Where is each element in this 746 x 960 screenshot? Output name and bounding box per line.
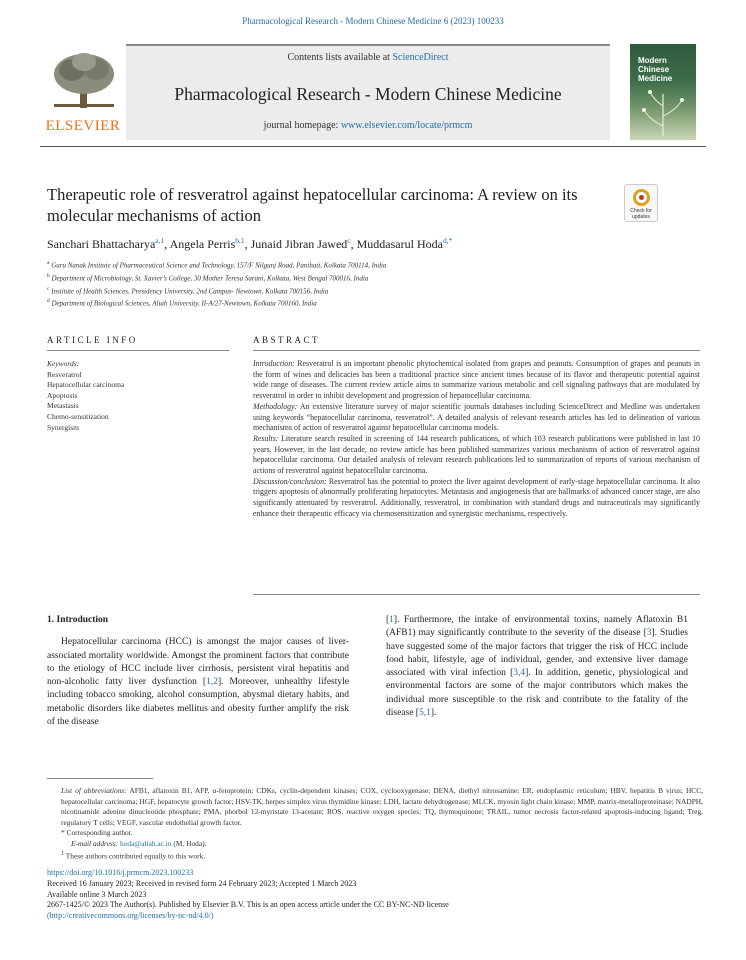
citation-link[interactable]: 1 [389,615,394,625]
available-online: Available online 3 March 2023 [47,889,147,899]
abbreviations-label: List of abbreviations: [61,786,127,795]
affiliation-text: Guru Nanak Institute of Pharmaceutical Science and Technology, 157/F Nilgunj Road, Panihati, Kolkata 700114, India [51,261,387,270]
citation-link[interactable]: 3,4 [513,668,526,679]
abstract-paragraph [253,477,700,520]
author-list [47,236,452,252]
cover-line: Medicine [638,74,673,83]
cover-line: Modern [638,56,667,65]
check-for-updates-button[interactable] [624,184,658,222]
elsevier-tree-icon [50,50,118,110]
body-text: ]. Studies have suggested some of the major factors that trigger the risk of HCC include food habit, lifestyle, age of individual, gender, and extensive liver damage associated with viral infection [ [386,628,688,679]
body-text: [ [386,615,390,625]
keyword: Chemo-sensitization [47,411,109,421]
author-name[interactable]: Junaid Jibran Jawed [250,237,348,251]
abstract-label: Introduction: [253,359,295,368]
citation-link[interactable]: 3 [646,628,652,639]
article-imprint [47,868,703,922]
keywords-label: Keywords: [47,359,80,368]
body-text: ]. In addition, genetic, physiological and environmental factors are some of the major contributors which makes the individual more susceptible to the risk and contribute to the fatality of the disease [ [386,668,688,719]
homepage-link[interactable]: www.elsevier.com/locate/prmcm [340,120,473,131]
body-text: Hepatocellular carcinoma (HCC) is amongst the major causes of liver-associated mortality worldwide. Amongst the prominent factors that contribute to the etiology of HCC include liver cirrhosis, persistent viral hepatitis and non-alcoholic fatty liver dysfunction [ [47,637,349,688]
email-link[interactable]: hoda@aliah.ac.in [120,838,172,848]
body-text: ]. Moreover, unhealthy lifestyle including tobacco smoking, alcohol consumption, abysmal dietary habits, and metabolic disorders like diabetes mellitus and obesity further amplify the risk of the disease [47,677,349,728]
email-label: E-mail address: [71,838,119,848]
keyword: Metastasis [47,401,79,411]
abstract-heading: ABSTRACT [253,335,321,345]
author-name[interactable]: Muddasarul Hoda [356,237,443,251]
plant-icon [636,86,690,136]
body-text: ]. Furthermore, the intake of environmental toxins, namely Aflatoxin B1 (AFB1) may significantly contribute to the severity of the disease [ [386,615,688,639]
running-head[interactable]: Pharmacological Research - Modern Chinese Medicine 6 (2023) 100233 [242,16,504,26]
contents-line [126,52,610,63]
author-name[interactable]: Sanchari Bhattacharya [47,237,156,251]
keyword: Hepatocellular carcinoma [47,380,125,390]
article-title: Therapeutic role of resveratrol against hepatocellular carcinoma: A review on its molecular mechanisms of action [47,185,578,225]
keyword: Apoptosis [47,390,78,400]
journal-title: Pharmacological Research - Modern Chinese Medicine [174,84,562,104]
elsevier-wordmark: ELSEVIER [45,118,121,134]
abstract-text: Literature search resulted in screening of 144 research publications, of which 103 research publications were published in last 10 years. However, in the last decade, no review article has been published summarizes various mechanisms of action of resveratrol against hepatocellular carcinoma. Our detailed analysis of relevant research publications led to summarization of reports of various mechanism of actions of resveratrol against hepatocellular carcinoma. [253,433,700,476]
affiliation [47,296,697,309]
affiliation [47,258,697,271]
author-affiliation-mark[interactable]: b,1 [235,236,245,245]
equal-contribution-footnote [47,849,703,862]
homepage-line [126,120,610,131]
check-updates-line: Check for [630,208,652,214]
author-affiliation-mark[interactable]: c [347,236,351,245]
author-separator: , [244,237,251,251]
affiliation-mark: b [47,272,50,279]
body-column-right [386,614,688,720]
elsevier-logo[interactable] [40,44,126,140]
equal-contribution-text: These authors contributed equally to this work. [64,851,206,861]
journal-cover-thumbnail[interactable] [630,44,696,140]
affiliation-text: Institute of Health Sciences, Presidency University, 2nd Campus- Newtown, Kolkata 700156, India [51,286,329,295]
email-footnote [47,839,703,850]
cover-line: Chinese [638,65,670,74]
body-paragraph [47,636,349,729]
affiliation-mark: c [47,285,50,292]
author-separator: , [164,237,170,251]
contents-prefix: Contents lists available at [287,52,393,63]
body-paragraph [386,614,688,720]
abstract-body [253,350,700,520]
journal-masthead [40,44,706,140]
abbreviations-text: AFB1, aflatoxin B1, AFP, α-fetoprotein; CDKs, cyclin-dependent kinases; COX, cyclooxygenase; DENA, diethyl nitrosamine; ER, endoplasmic reticulum; HBV, hepatitis B virus; HCC, hepatocellular carcinoma; HGF, hepatocyte growth factor; HSV-TK, herpes simplex virus thymidine kinase; LDH, lactate dehydrogenase; MLCK, myosin light chain kinase; MMP, matrix-metalloproteinase; NADPH, nicotinamide adenine dinucleotide phosphate; PMA, phorbol 12-myristate 13-acetate; ROS, reactive oxygen species; TQ, thymoquinone; TRAIL, tumor necrosis factor-related apoptosis-inducing ligand; Treg, regulatory T cells; VEGF, vascular endothelial growth factor. [61,786,703,827]
citation-link[interactable]: 1,2 [206,677,218,688]
homepage-prefix: journal homepage: [263,120,341,131]
affiliation-mark: a [47,260,50,266]
affiliations [47,258,697,309]
author-name[interactable]: Angela Perris [169,237,236,251]
affiliation [47,271,697,284]
author-affiliation-mark[interactable]: d,* [442,236,453,245]
sciencedirect-link[interactable]: ScienceDirect [392,52,449,63]
abstract-label: Discussion/conclusion: [253,476,327,486]
footnotes [47,786,703,862]
abstract-paragraph [253,402,700,434]
journal-header-band [126,44,610,140]
abbreviations-footnote [47,786,703,828]
abstract-label: Results: [253,433,279,443]
author-separator: , [350,237,357,251]
keyword: Synergism [47,422,79,432]
body-column-left [47,614,349,729]
email-suffix: (M. Hoda). [171,838,207,848]
author-affiliation-mark[interactable]: a,1 [155,236,165,245]
corresponding-footnote [47,828,703,839]
article-info-heading: ARTICLE INFO [47,335,138,345]
corresponding-text: Corresponding author. [64,828,133,837]
article-info-panel [47,350,229,433]
affiliation [47,284,697,297]
abstract-text: Resveratrol has the potential to protect the liver against development of early-stage hepatocellular carcinoma. It also triggers apoptosis of abnormally proliferating hepatocytes. Metastasis and angiogenesis that are hallmarks of advanced cancer stage, are also significantly attenuated by resveratrol. Additionally, resveratrol, in combination with standard drugs and nutraceuticals may significantly enhance their therapeutic efficacy via chemosensitization and synergistic mechanisms, respectively. [253,476,700,518]
affiliation-mark: d [47,298,50,305]
check-updates-icon [633,189,650,206]
doi-link[interactable]: https://doi.org/10.1016/j.prmcm.2023.100233 [47,868,194,877]
abstract-label: Methodology: [253,401,298,411]
affiliation-text: Department of Microbiology, St. Xavier’s College, 30 Mother Teresa Sarani, Kolkata, West Bengal 700016, India [51,274,369,283]
abstract-paragraph [253,434,700,477]
keyword: Resveratrol [47,369,82,379]
check-updates-label [625,209,657,220]
abstract-text: Resveratrol is an important phenolic phytochemical isolated from grapes and peanuts. Consumption of grapes and peanuts in the form of wines and delicacies has been a traditional practice since ancient times because of its flavor and therapeutic potential against wide range of diseases. The current review article aims to summarize various metabolic and cell signaling pathways that are modulated by resveratrol in order to inhibit development and progression of hepatocellular carcinoma. [253,359,700,401]
body-text: ]. [430,708,437,719]
masthead-rule [40,146,706,147]
footnote-rule [47,778,153,779]
citation-link[interactable]: 5,1 [418,708,431,719]
footnote-mark: * [61,828,65,837]
footnote-mark: 1 [61,851,65,857]
license-link[interactable]: (http://creativecommons.org/licenses/by-nc-nd/4.0/) [47,911,214,921]
affiliation-text: Department of Biological Sciences, Aliah University, II-A/27-Newtown, Kolkata 700160, India [51,299,317,308]
license-statement: 2667-1425/© 2023 The Author(s). Published by Elsevier B.V. This is an open access article under the CC BY-NC-ND license [47,900,449,910]
section-heading: 1. Introduction [47,615,109,625]
check-updates-line: updates [632,213,650,220]
abstract-rule [253,594,700,595]
cover-title [638,56,672,83]
received-dates: Received 16 January 2023; Received in revised form 24 February 2023; Accepted 1 March 2023 [47,878,357,888]
abstract-text: An extensive literature survey of major scientific journals databases including ScienceDirect and Medline was undertaken using keywords “hepatocellular carcinoma, resveratrol”. A detailed analysis of relevant research articles has led to delineation of various mechanisms of action of resveratrol against hepatocellular carcinoma models. [253,401,700,433]
abstract-paragraph [253,359,700,402]
